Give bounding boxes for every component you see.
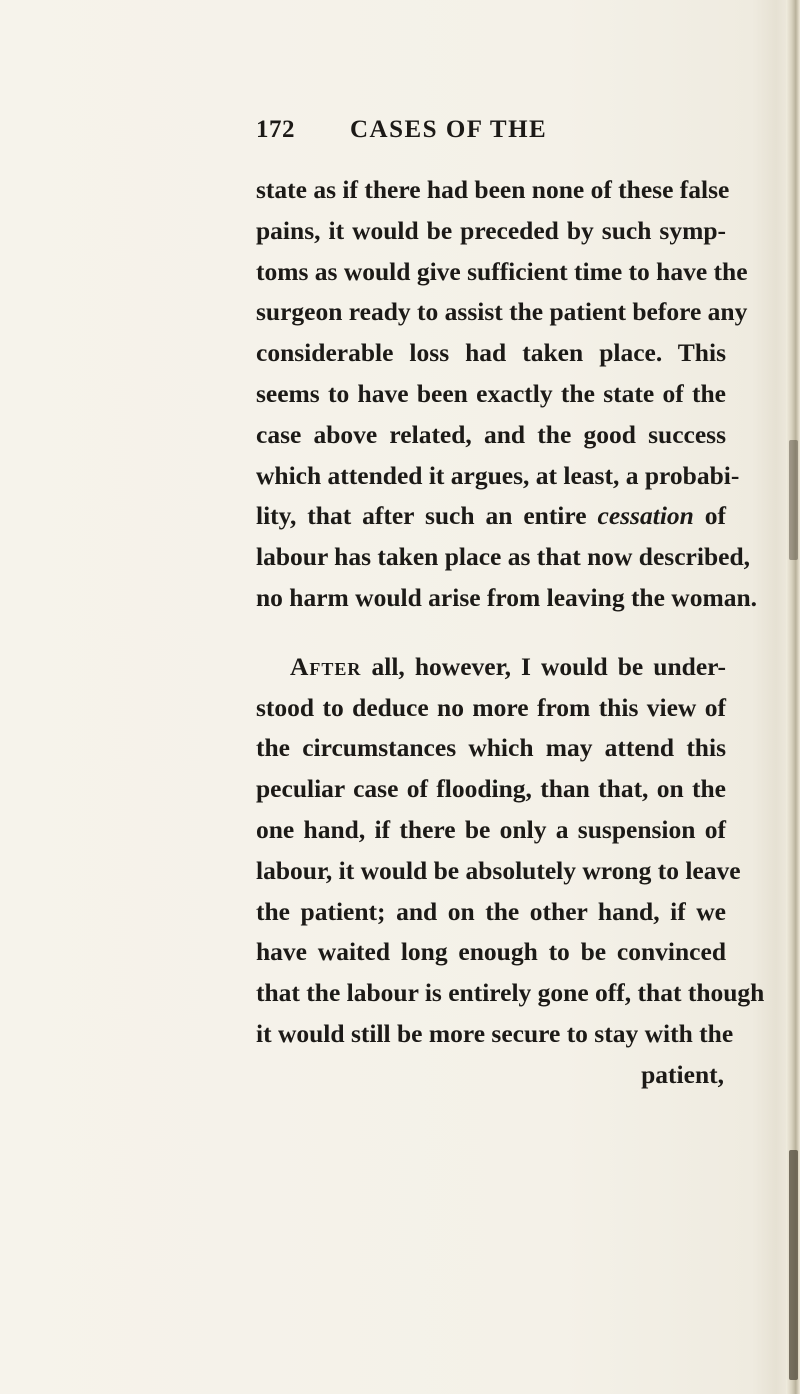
text-line: surgeon ready to assist the patient before any bbox=[256, 297, 748, 327]
paragraph-2 bbox=[256, 647, 765, 1096]
text-line: peculiar case of flooding, than that, on the bbox=[256, 774, 726, 804]
text-line: state as if there had been none of these false bbox=[256, 175, 730, 204]
body-text bbox=[256, 170, 765, 1096]
page-header bbox=[256, 116, 726, 150]
text-segment: lity, that after such an entire bbox=[256, 501, 587, 531]
edge-shadow bbox=[789, 440, 798, 560]
text-line: stood to deduce no more from this view of bbox=[256, 692, 726, 722]
text-segment: of bbox=[704, 501, 727, 531]
text-line: considerable loss had taken place. This bbox=[256, 338, 726, 368]
text-line: seems to have been exactly the state of the bbox=[256, 378, 726, 408]
text-line: no harm would arise from leaving the woman. bbox=[256, 582, 758, 612]
text-line: that the labour is entirely gone off, that though bbox=[256, 978, 765, 1008]
text-segment: all, however, I would be under- bbox=[371, 651, 726, 681]
text-line: pains, it would be preceded by such symp- bbox=[256, 215, 726, 245]
text-line: toms as would give sufficient time to have the bbox=[256, 256, 748, 286]
text-line: labour has taken place as that now described, bbox=[256, 542, 751, 572]
page-edge bbox=[786, 0, 800, 1394]
text-line bbox=[256, 496, 726, 537]
italic-word: cessation bbox=[597, 501, 694, 531]
text-line: it would still be more secure to stay with the bbox=[256, 1018, 734, 1048]
catchword: patient, bbox=[641, 1059, 724, 1089]
running-head: CASES OF THE bbox=[350, 116, 548, 143]
lead-word: After bbox=[290, 651, 362, 681]
edge-shadow bbox=[789, 1150, 798, 1380]
page-number: 172 bbox=[256, 116, 295, 143]
text-line: the patient; and on the other hand, if we bbox=[256, 896, 726, 926]
text-line: case above related, and the good success bbox=[256, 419, 726, 449]
text-line: have waited long enough to be convinced bbox=[256, 937, 726, 967]
text-line: which attended it argues, at least, a probabi- bbox=[256, 460, 740, 490]
paragraph-1 bbox=[256, 170, 758, 619]
text-line bbox=[256, 647, 726, 688]
text-line: one hand, if there be only a suspension of bbox=[256, 814, 726, 844]
paragraph-gap bbox=[256, 619, 726, 647]
text-line: labour, it would be absolutely wrong to leave bbox=[256, 855, 741, 885]
text-line: the circumstances which may attend this bbox=[256, 733, 726, 763]
